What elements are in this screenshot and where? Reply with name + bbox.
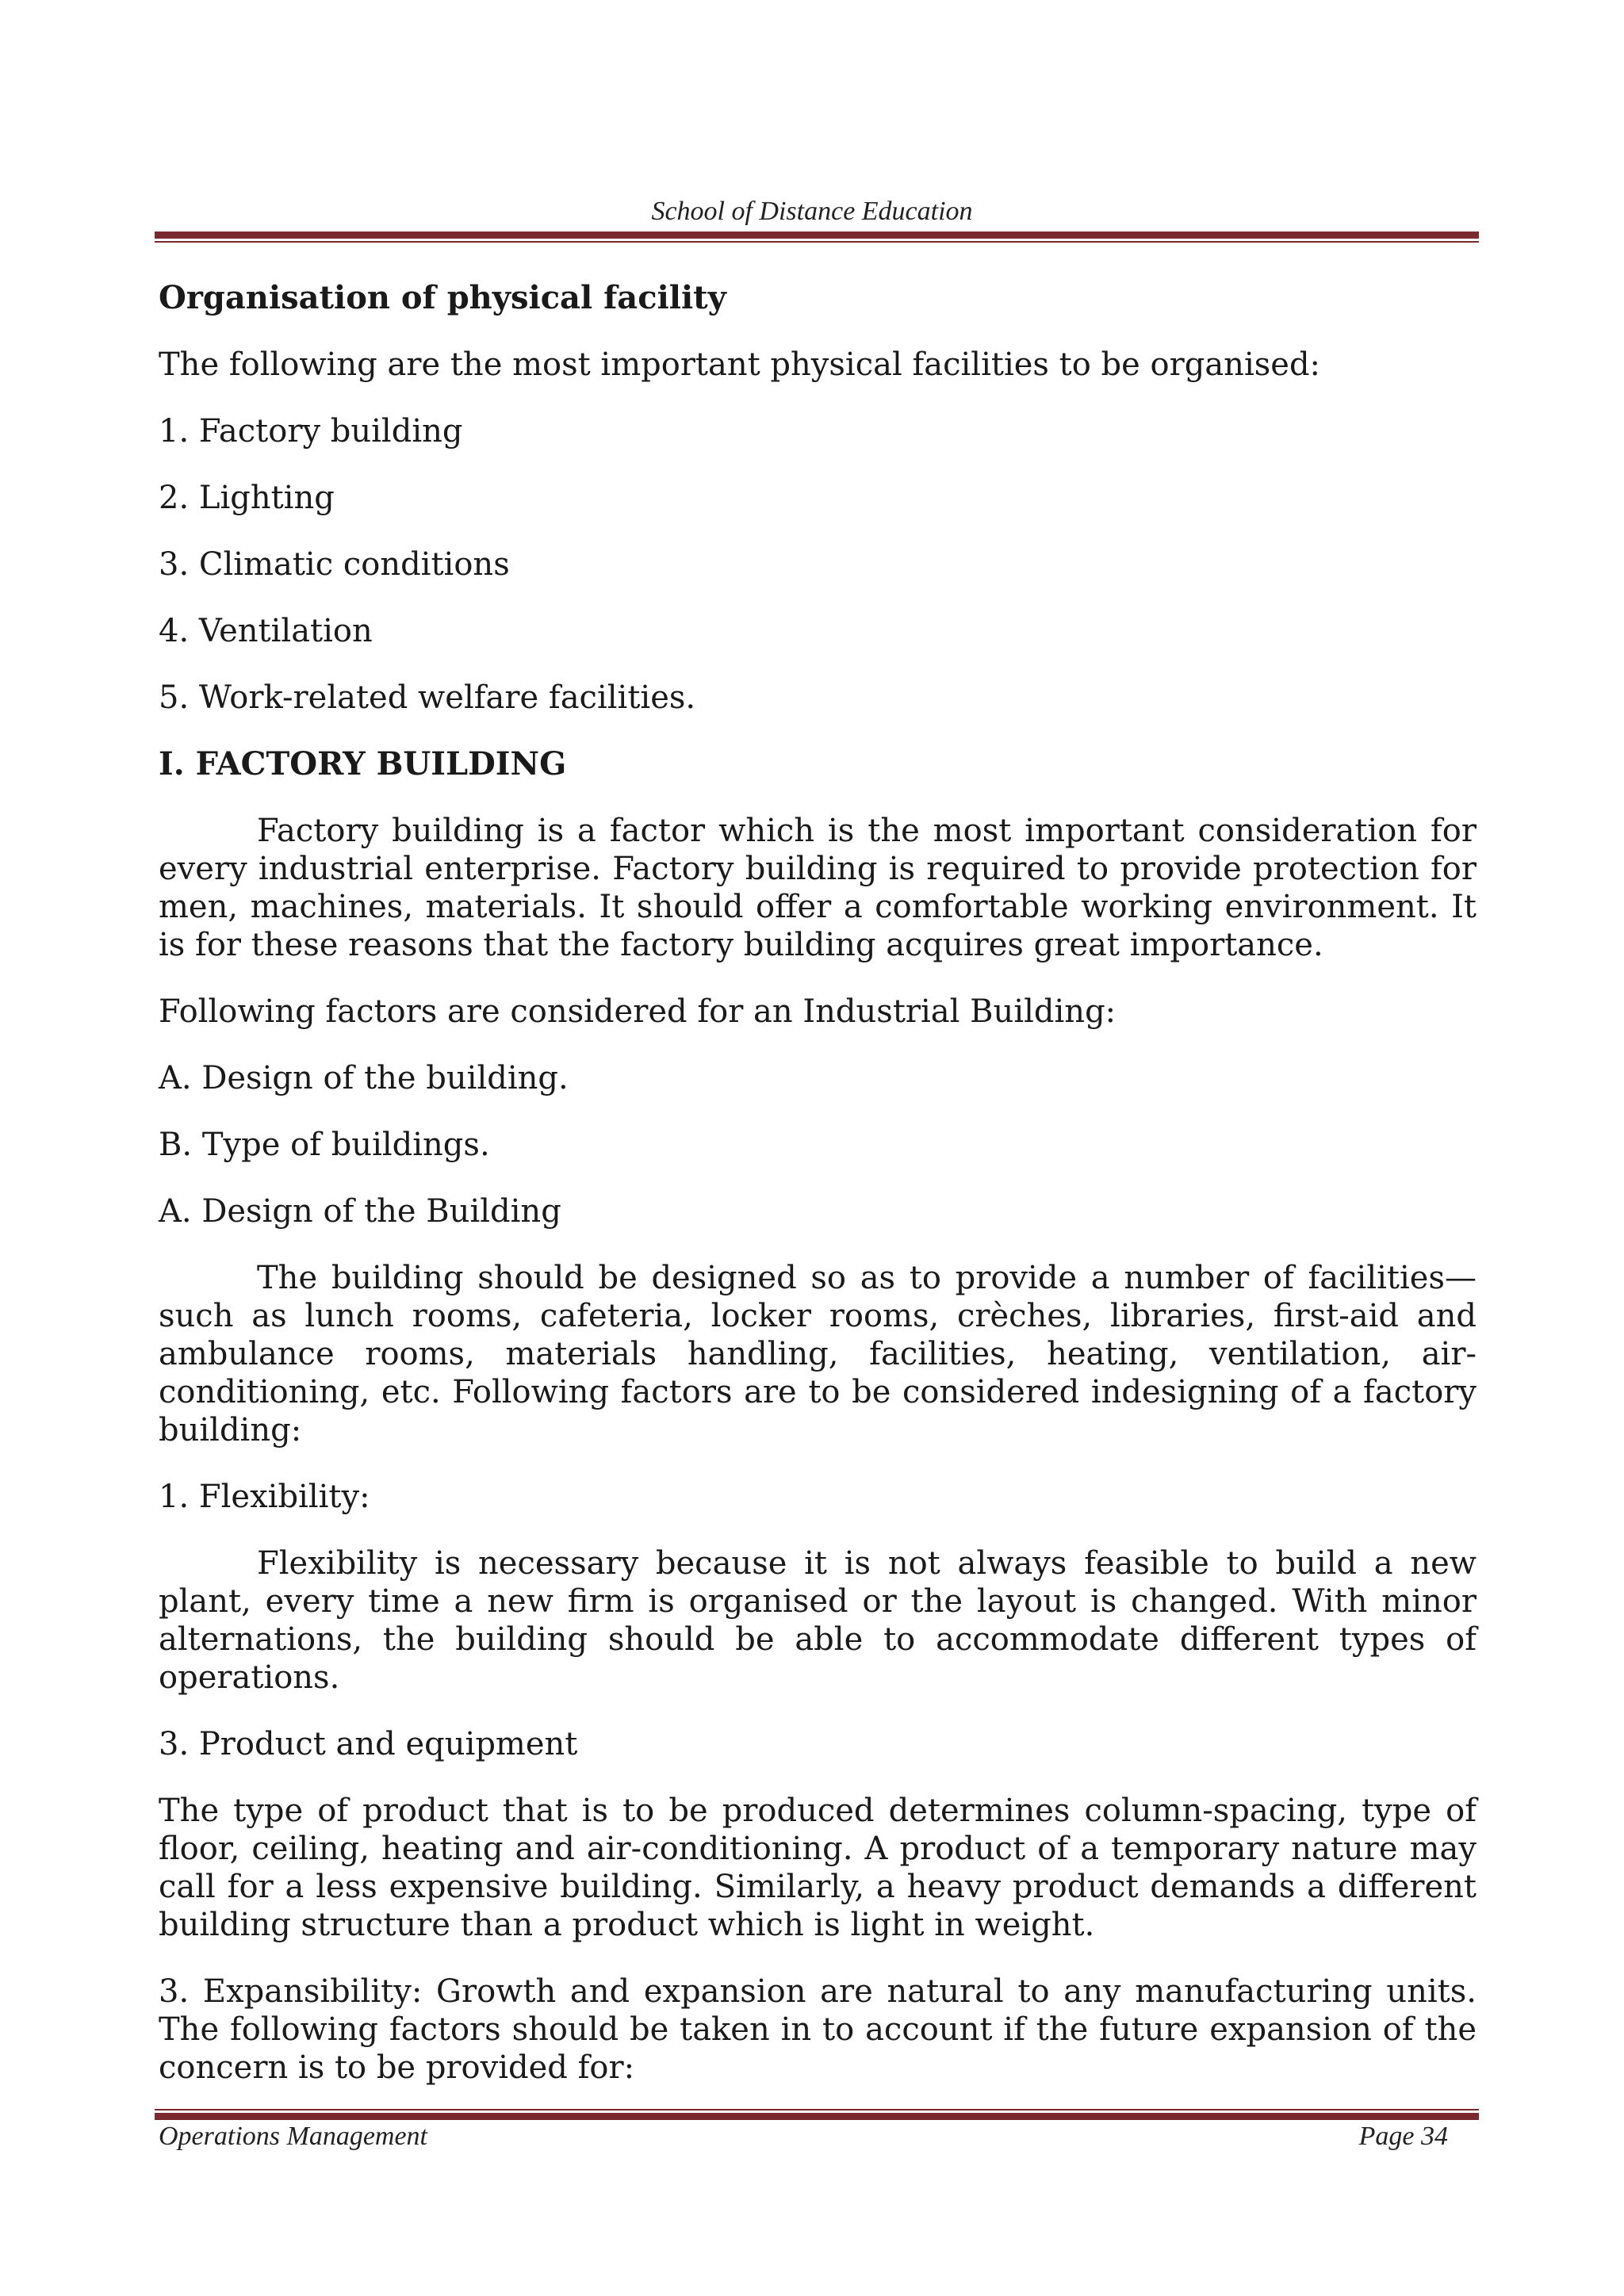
facility-item-1: 1. Factory building (159, 413, 463, 450)
paragraph-design: The building should be designed so as to provide a number of facilities—such as lunch rooms, cafeteria, locker rooms, crèches, libraries, first-aid and ambulance rooms, materials handling, facilities, heating, ventilation, air-conditioning, etc. Following factors are to be considered indesigning of a factory building: (159, 1260, 1477, 1448)
subheading-product-equipment: 3. Product and equipment (159, 1726, 578, 1762)
section-heading-organisation: Organisation of physical facility (159, 279, 726, 316)
page-body (159, 279, 1477, 2115)
factors-intro: Following factors are considered for an Industrial Building: (159, 993, 1116, 1030)
footer-course-title: Operations Management (159, 2122, 428, 2151)
facility-item-4: 4. Ventilation (159, 613, 373, 649)
factor-b: B. Type of buildings. (159, 1127, 490, 1163)
footer-rule (155, 2109, 1479, 2120)
footer-rule-thin (155, 2109, 1479, 2110)
paragraph-flexibility: Flexibility is necessary because it is not always feasible to build a new plant, every time a new firm is organised or the layout is changed. With minor alternations, the building should be able to accommodate different types of operations. (159, 1545, 1477, 1696)
paragraph-product: The type of product that is to be produced determines column-spacing, type of floor, ceiling, heating and air-conditioning. A product of a temporary nature may call for a less expensive building. Similarly, a heavy product demands a different building structure than a product which is light in weight. (159, 1793, 1477, 1943)
subheading-design: A. Design of the Building (159, 1193, 561, 1230)
facility-item-5: 5. Work-related welfare facilities. (159, 679, 696, 716)
header-rule-thin (155, 241, 1479, 243)
footer-rule-thick (155, 2113, 1479, 2120)
section-heading-factory-building: I. FACTORY BUILDING (159, 745, 567, 783)
paragraph-factory-building: Factory building is a factor which is the most important consideration for every industrial enterprise. Factory building is required to provide protection for men, machines, materials. It should offer a comfortable working environment. It is for these reasons that the factory building acquires great importance. (159, 813, 1477, 963)
header-rule-thick (155, 232, 1479, 239)
subheading-flexibility: 1. Flexibility: (159, 1479, 370, 1515)
factor-a: A. Design of the building. (159, 1060, 569, 1096)
facility-item-2: 2. Lighting (159, 480, 335, 516)
footer-page-number: Page 34 (1358, 2122, 1448, 2151)
header-rule (155, 232, 1479, 243)
facility-item-3: 3. Climatic conditions (159, 546, 510, 583)
page-header-title: School of Distance Education (651, 197, 973, 226)
intro-paragraph: The following are the most important physical facilities to be organised: (159, 346, 1321, 383)
paragraph-expansibility: 3. Expansibility: Growth and expansion are natural to any manufacturing units. The following factors should be taken in to account if the future expansion of the concern is to be provided for: (159, 1973, 1477, 2086)
